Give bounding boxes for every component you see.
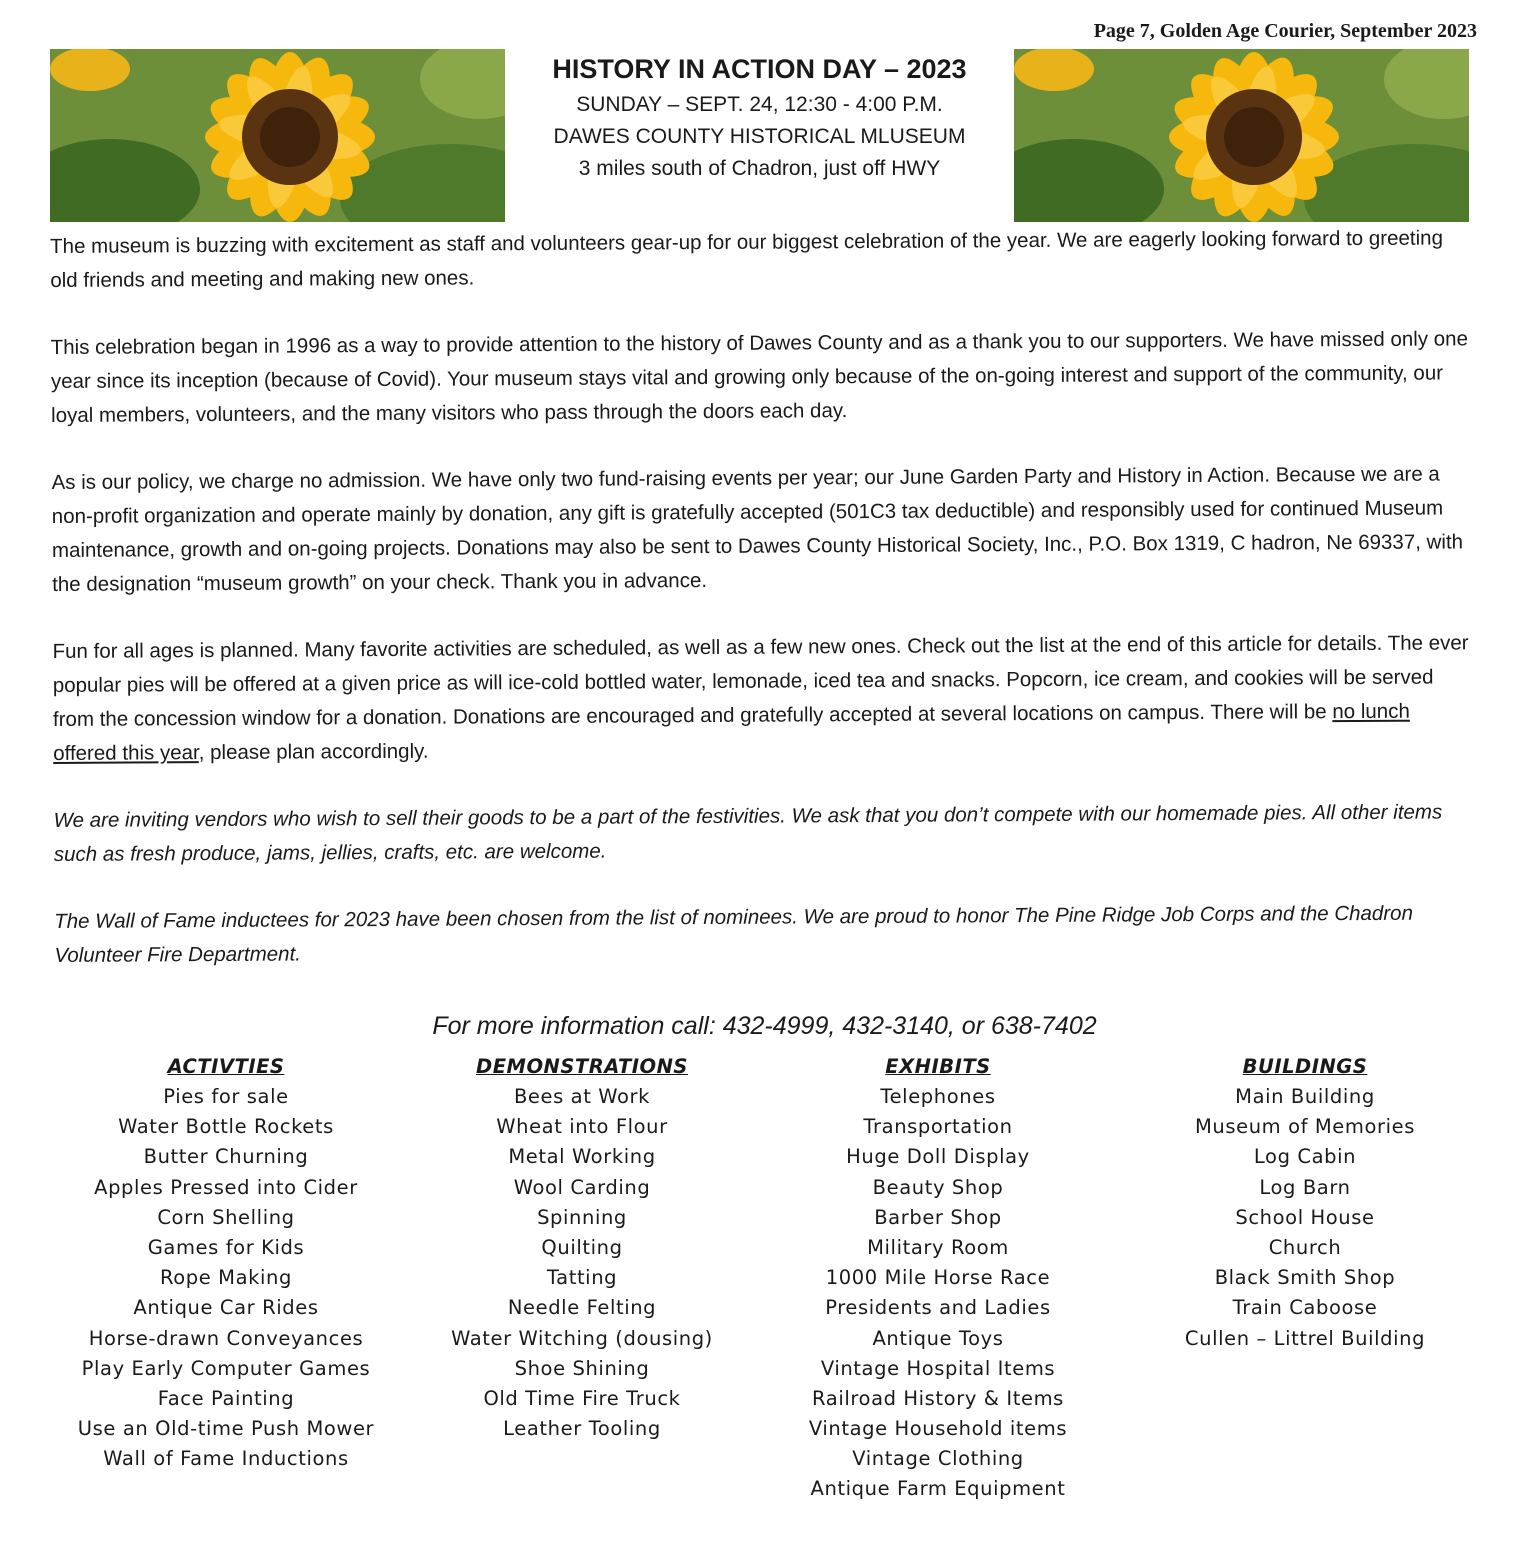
list-item: Antique Farm Equipment xyxy=(810,1477,1066,1501)
list-item: Pies for sale xyxy=(163,1085,289,1108)
article-paragraph: As is our policy, we charge no admission. We have only two fund-raising events per year; our June Garden Party and History in Action. Because we are a non-profit organization and operate mainly by donation, any gift is gratefully accepted (501C3 tax deductible) and responsibly used for continued Museum maintenance, growth and on-going projects. Donations may also be sent to Dawes County Historical Society, Inc., P.O. Box 1319, C hadron, Ne 69337, with the designation “museum growth” on your check. Thank you in advance. xyxy=(51,462,1464,596)
list-item: Presidents and Ladies xyxy=(825,1296,1051,1320)
list-item: Antique Car Rides xyxy=(133,1296,319,1320)
demonstrations-heading: DEMONSTRATIONS xyxy=(476,1055,688,1078)
event-header xyxy=(505,52,1014,189)
vendors-paragraph: We are inviting vendors who wish to sell their goods to be a part of the festivities. We ask that you don’t compete with our homemade pies. All other items such as fresh produce, jams, jellies, crafts, etc. are welcome. xyxy=(53,800,1443,866)
buildings-heading: BUILDINGS xyxy=(1242,1055,1368,1078)
list-item: Barber Shop xyxy=(874,1205,1002,1229)
list-item: Main Building xyxy=(1235,1085,1375,1108)
sunflower-image xyxy=(1014,49,1469,222)
wall-of-fame-paragraph: The Wall of Fame inductees for 2023 have been chosen from the list of nominees. We are proud to honor The Pine Ridge Job Corps and the Chadron Volunteer Fire Department. xyxy=(54,901,1414,967)
no-lunch-notice: no lunch offered this year xyxy=(53,699,1410,765)
list-item: Old Time Fire Truck xyxy=(483,1386,681,1410)
list-item: Wheat into Flour xyxy=(496,1115,668,1139)
list-item: Apples Pressed into Cider xyxy=(94,1175,358,1199)
list-item: Butter Churning xyxy=(143,1145,309,1169)
list-item: Metal Working xyxy=(508,1145,656,1169)
list-item: Tatting xyxy=(546,1266,618,1290)
list-item: Games for Kids xyxy=(147,1235,305,1259)
list-item: Railroad History & Items xyxy=(812,1386,1064,1410)
paragraph-text: Fun for all ages is planned. Many favorite activities are scheduled, as well as a few new ones. Check out the list at the end of this article for details. The ever popular pies will be offered at a given price as will ice-cold bottled water, lemonade, iced tea and snacks. Popcorn, ice cream, and cookies will be served from the concession window for a donation. Donations are encouraged and gratefully accepted at several locations on campus. There will be xyxy=(52,631,1469,731)
list-item: Cullen – Littrel Building xyxy=(1184,1326,1426,1350)
list-item: Vintage Hospital Items xyxy=(820,1356,1056,1380)
event-date-time: SUNDAY – SEPT. 24, 12:30 - 4:00 P.M. xyxy=(576,93,943,116)
list-item: Face Painting xyxy=(157,1386,295,1410)
list-item: Beauty Shop xyxy=(872,1175,1004,1199)
list-item: Water Bottle Rockets xyxy=(118,1115,334,1139)
list-item: Vintage Household items xyxy=(808,1417,1068,1441)
list-item: Corn Shelling xyxy=(157,1205,295,1229)
buildings-list xyxy=(1115,1082,1495,1354)
article-paragraph: This celebration began in 1996 as a way to provide attention to the history of Dawes County and as a thank you to our supporters. We have missed only one year since its inception (because of Covid). Your museum stays vital and growing only because of the on-going interest and support of the community, our loyal members, volunteers, and the many visitors who pass through the doors each day. xyxy=(50,327,1468,427)
list-item: 1000 Mile Horse Race xyxy=(825,1266,1051,1290)
list-item: Rope Making xyxy=(160,1266,292,1290)
list-item: Spinning xyxy=(537,1205,627,1229)
demonstrations-list xyxy=(392,1082,772,1444)
demonstrations-column xyxy=(392,1055,772,1444)
article-body xyxy=(50,221,1473,1006)
activities-heading: ACTIVTIES xyxy=(167,1055,285,1078)
list-item: School House xyxy=(1235,1205,1375,1229)
event-directions: 3 miles south of Chadron, just off HWY xyxy=(578,157,941,180)
activities-column xyxy=(36,1055,416,1474)
list-item: Military Room xyxy=(867,1235,1009,1259)
list-item: Quilting xyxy=(541,1235,623,1259)
list-item: Train Caboose xyxy=(1232,1296,1378,1320)
list-item: Needle Felting xyxy=(507,1296,657,1320)
list-item: Use an Old-time Push Mower xyxy=(77,1417,375,1441)
list-item: Black Smith Shop xyxy=(1214,1266,1396,1290)
event-title: HISTORY IN ACTION DAY – 2023 xyxy=(552,54,967,84)
list-item: Vintage Clothing xyxy=(852,1447,1024,1471)
list-item: Leather Tooling xyxy=(503,1417,661,1441)
list-item: Log Cabin xyxy=(1253,1145,1357,1169)
list-item: Wall of Fame Inductions xyxy=(103,1447,349,1471)
article-paragraph: The museum is buzzing with excitement as staff and volunteers gear-up for our biggest celebration of the year. We are eagerly looking forward to greeting old friends and meeting and making new ones. xyxy=(50,226,1444,292)
article-paragraph xyxy=(52,626,1471,771)
list-item: Antique Toys xyxy=(872,1326,1004,1350)
list-item: Log Barn xyxy=(1259,1175,1351,1199)
activities-list xyxy=(36,1082,416,1474)
paragraph-text: , please plan accordingly. xyxy=(198,739,429,765)
exhibits-heading: EXHIBITS xyxy=(885,1055,991,1078)
list-item: Museum of Memories xyxy=(1194,1115,1416,1139)
list-item: Shoe Shining xyxy=(514,1356,650,1380)
sunflower-image xyxy=(50,49,505,222)
list-item: Bees at Work xyxy=(513,1085,651,1108)
list-item: Telephones xyxy=(880,1085,996,1108)
exhibits-column xyxy=(748,1055,1128,1505)
list-item: Wool Carding xyxy=(513,1175,651,1199)
list-item: Play Early Computer Games xyxy=(81,1356,371,1380)
buildings-column xyxy=(1115,1055,1495,1354)
list-item: Church xyxy=(1268,1235,1342,1259)
event-venue: DAWES COUNTY HISTORICAL MLUSEUM xyxy=(553,125,966,148)
list-item: Water Witching (dousing) xyxy=(451,1326,713,1350)
list-item: Transportation xyxy=(863,1115,1013,1139)
exhibits-list xyxy=(748,1082,1128,1505)
info-phone-line: For more information call: 432-4999, 432-3140, or 638-7402 xyxy=(432,1012,1097,1040)
page-header: Page 7, Golden Age Courier, September 2023 xyxy=(1093,20,1477,42)
list-item: Horse-drawn Conveyances xyxy=(88,1326,364,1350)
list-item: Huge Doll Display xyxy=(846,1145,1030,1169)
